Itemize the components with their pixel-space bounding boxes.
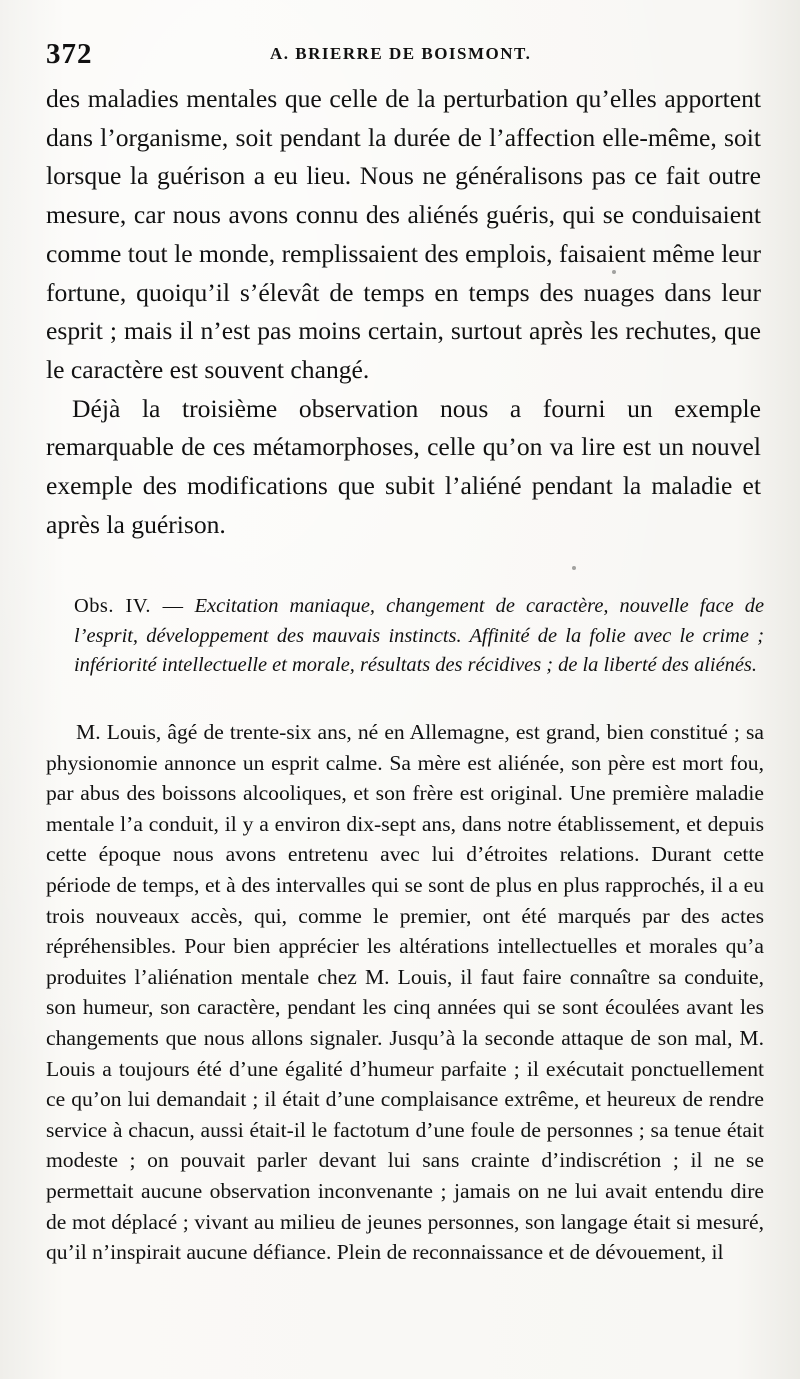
paragraph-1: des maladies mentales que celle de la perturbation qu’elles apportent dans l’organisme, soit pendant la durée de l’affection elle-même, soit lorsque la guérison a eu lieu. Nous ne généralisons pas ce fait outre mesure, car nous avons connu des aliénés guéris, qui se conduisaient comme tout le monde, remplissaient des emplois, faisaient même leur fortune, quoiqu’il s’élevât de temps en temps des nuages dans leur esprit ; mais il n’est pas moins certain, surtout après les rechutes, que le caractère est souvent changé. <box>46 84 761 384</box>
page-header <box>46 38 758 74</box>
page-number: 372 <box>46 38 93 70</box>
body-text <box>46 80 761 544</box>
print-speck <box>572 566 576 570</box>
running-head: A. BRIERRE DE BOISMONT. <box>270 44 532 63</box>
print-speck <box>612 270 616 274</box>
case-paragraph: M. Louis, âgé de trente-six ans, né en Allemagne, est grand, bien constitué ; sa physionomie annonce un esprit calme. Sa mère est aliénée, son père est mort fou, par abus des boissons alcooliques, et son frère est original. Une première maladie mentale l’a conduit, il y a environ dix-sept ans, dans notre établissement, et depuis cette époque nous avons entretenu avec lui d’étroites relations. Durant cette période de temps, et à des intervalles qui se sont de plus en plus rapprochés, il a eu trois nouveaux accès, qui, comme le premier, ont été marqués par des actes répréhensibles. Pour bien apprécier les altérations intellectuelles et morales qu’a produites l’aliénation mentale chez M. Louis, il faut faire connaître sa conduite, son humeur, son caractère, pendant les cinq années qui se sont écoulées avant les changements que nous allons signaler. Jusqu’à la seconde attaque de son mal, M. Louis a toujours été d’une égalité d’humeur parfaite ; il exécutait ponctuellement ce qu’on lui demandait ; il était d’une complaisance extrême, et heureux de rendre service à chacun, aussi était-il le factotum d’une foule de personnes ; sa tenue était modeste ; on pouvait parler devant lui sans crainte d’indiscrétion ; il ne se permettait aucune observation inconvenante ; jamais on ne lui avait entendu dire de mot déplacé ; vivant au milieu de jeunes personnes, son langage était si mesuré, qu’il n’inspirait aucune défiance. Plein de reconnaissance et de dévouement, il <box>46 720 764 1265</box>
observation-label: Obs. IV. — <box>74 595 184 617</box>
observation-heading <box>46 592 764 681</box>
observation-title: Excitation maniaque, changement de caractère, nouvelle face de l’esprit, développement des mauvais instincts. Affinité de la folie avec le crime ; infériorité intellectuelle et morale, résultats des récidives ; de la liberté des aliénés. <box>74 595 764 676</box>
paragraph-2: Déjà la troisième observation nous a fourni un exemple remarquable de ces métamorphoses, celle qu’on va lire est un nouvel exemple des modifications que subit l’aliéné pendant la maladie et après la guérison. <box>46 393 761 539</box>
case-description <box>46 717 764 1268</box>
